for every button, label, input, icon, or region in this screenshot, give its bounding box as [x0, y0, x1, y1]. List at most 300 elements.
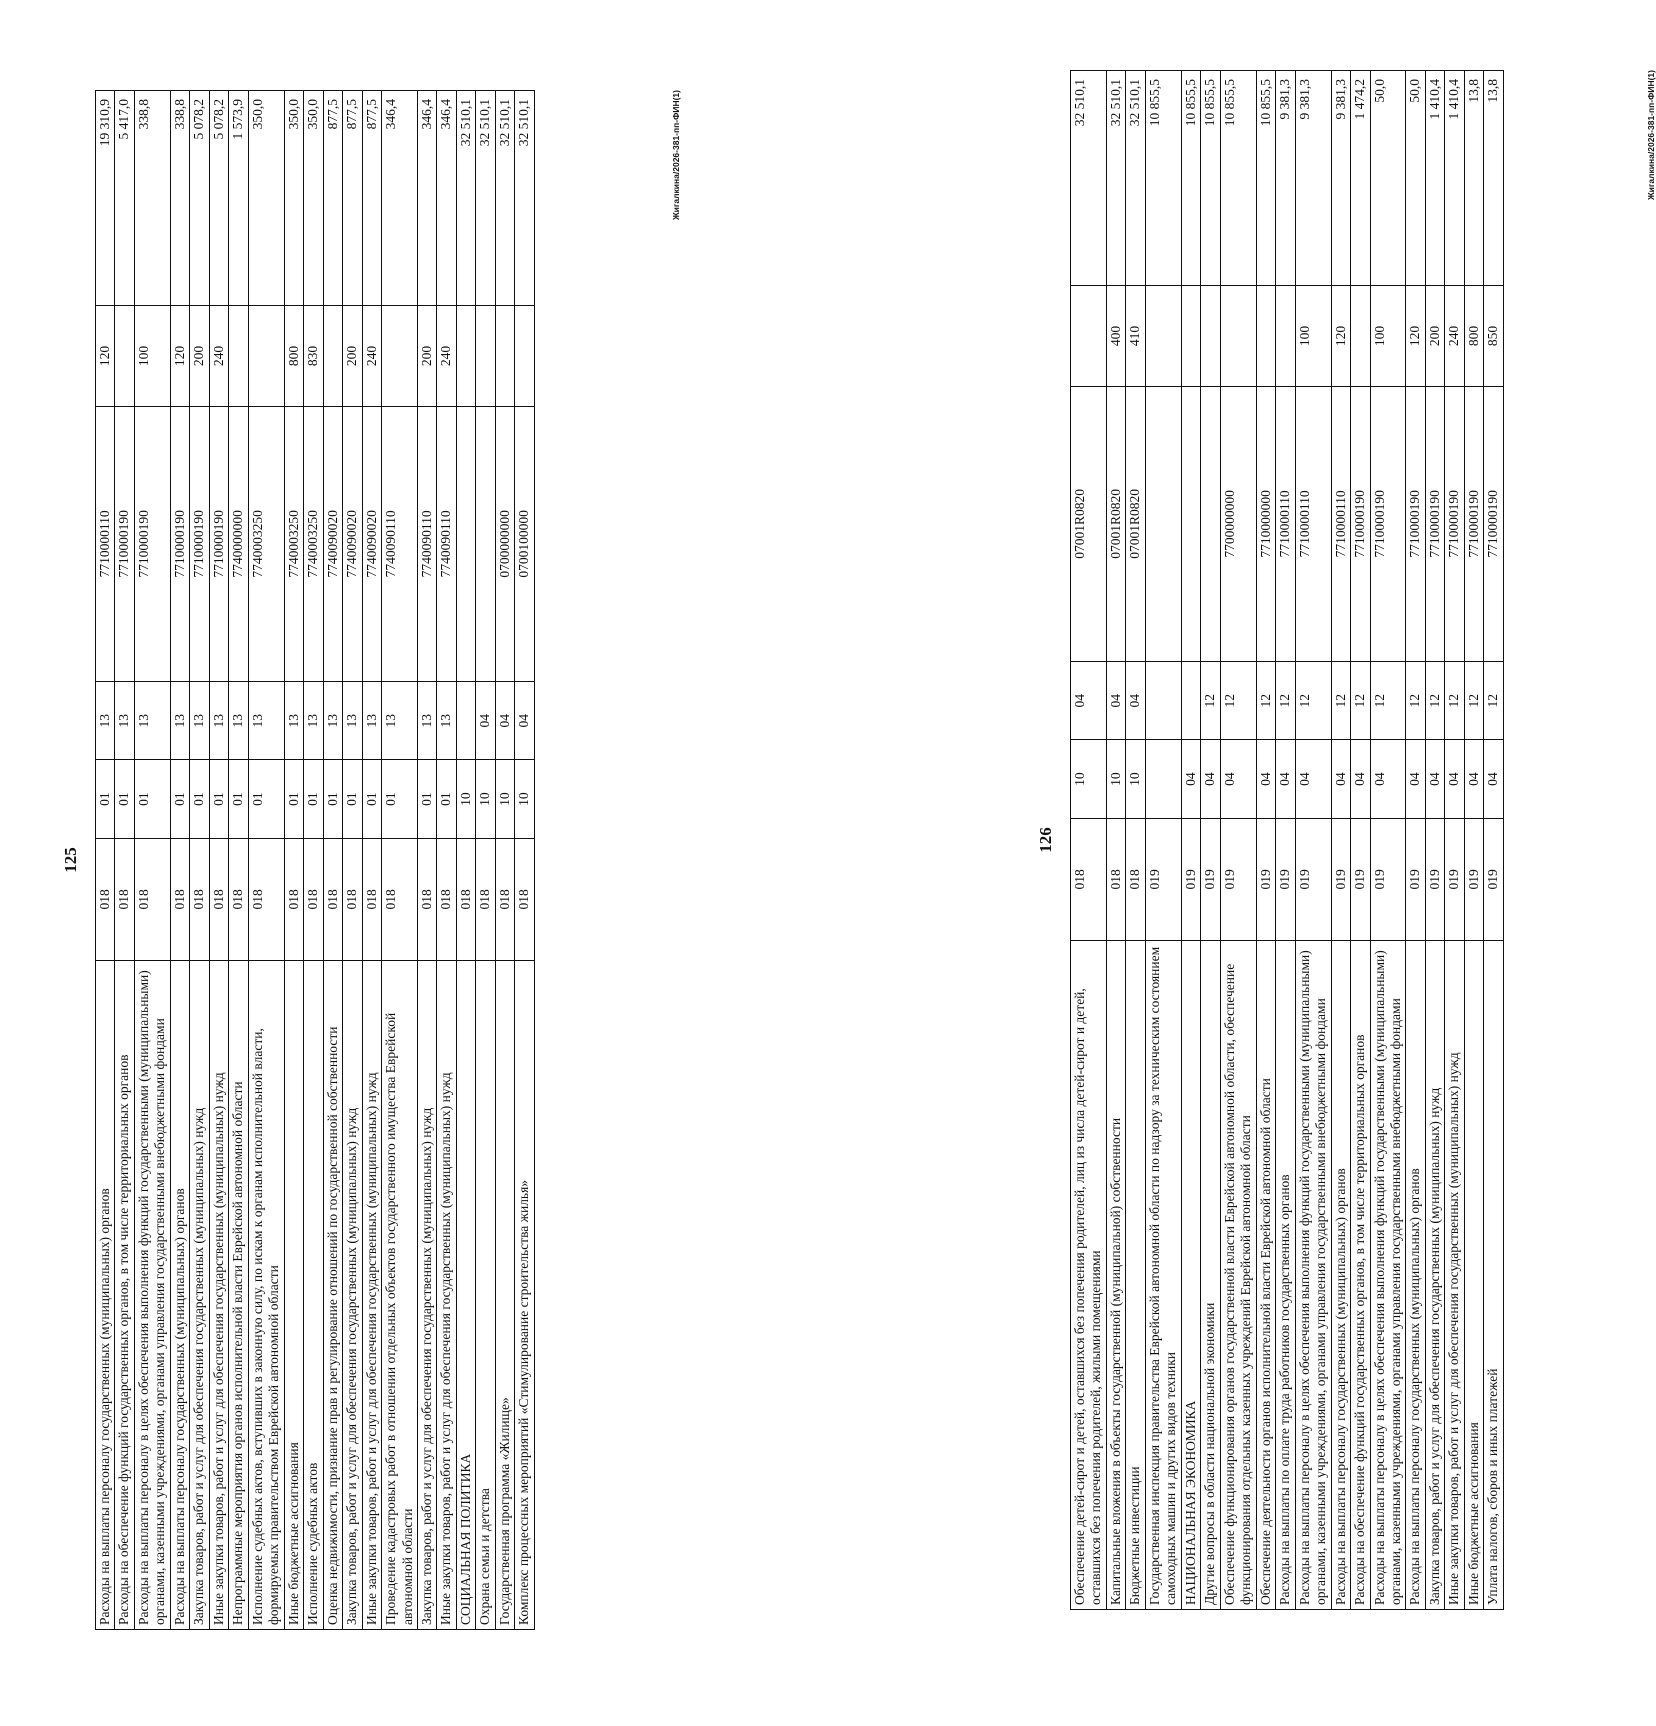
row-podrazdel-cell: 13 [362, 681, 381, 759]
row-razdel-cell: 10 [1126, 740, 1145, 818]
row-name-cell: Расходы на выплаты персоналу в целях обеспечения выполнения функций государственными (муниципальными) органами, казенными учреждениями, органами управления государственными внебюджетными фондами [1370, 940, 1406, 1609]
row-podrazdel-cell: 12 [1425, 661, 1444, 739]
table-row [1145, 71, 1181, 1610]
row-vr-cell [456, 306, 475, 406]
table-row [134, 91, 170, 1630]
table-row [495, 91, 514, 1630]
row-csr-cell: 7740090020 [323, 406, 342, 681]
row-csr-cell: 7740090020 [343, 406, 362, 681]
row-razdel-cell: 04 [1181, 740, 1200, 818]
row-razdel-cell: 01 [170, 760, 189, 838]
row-vr-cell: 240 [1445, 286, 1464, 386]
row-vr-cell [229, 306, 248, 406]
table-row [1351, 71, 1370, 1610]
row-podrazdel-cell: 13 [115, 681, 134, 759]
row-podrazdel-cell: 04 [1106, 661, 1125, 739]
row-glava-cell: 018 [323, 838, 342, 960]
row-name-cell: СОЦИАЛЬНАЯ ПОЛИТИКА [456, 960, 475, 1629]
row-sum-cell: 5 078,2 [190, 91, 209, 306]
row-vr-cell: 200 [343, 306, 362, 406]
row-razdel-cell: 01 [248, 760, 284, 838]
row-razdel-cell: 10 [456, 760, 475, 838]
row-razdel-cell: 01 [362, 760, 381, 838]
row-podrazdel-cell: 13 [229, 681, 248, 759]
row-razdel-cell: 04 [1220, 740, 1256, 818]
row-csr-cell: 07001R0820 [1126, 386, 1145, 661]
row-name-cell: Исполнение судебных актов, вступивших в законную силу, по искам к органам исполнительной власти, формируемых правительством Еврейской автономной области [248, 960, 284, 1629]
row-glava-cell: 019 [1406, 818, 1425, 940]
row-podrazdel-cell: 13 [323, 681, 342, 759]
row-vr-cell [248, 306, 284, 406]
row-glava-cell: 019 [1256, 818, 1275, 940]
row-sum-cell: 5 417,0 [115, 91, 134, 306]
row-podrazdel-cell: 13 [284, 681, 303, 759]
row-glava-cell: 019 [1276, 818, 1295, 940]
row-csr-cell: 0700000000 [495, 406, 514, 681]
row-name-cell: Закупка товаров, работ и услуг для обеспечения государственных (муниципальных) нужд [1425, 940, 1444, 1609]
row-podrazdel-cell: 13 [209, 681, 228, 759]
row-podrazdel-cell: 13 [190, 681, 209, 759]
row-vr-cell: 120 [170, 306, 189, 406]
row-csr-cell: 7740003250 [284, 406, 303, 681]
row-razdel-cell: 04 [1445, 740, 1464, 818]
row-glava-cell: 018 [304, 838, 323, 960]
row-vr-cell [495, 306, 514, 406]
row-vr-cell: 200 [190, 306, 209, 406]
row-csr-cell: 7740090110 [417, 406, 436, 681]
row-sum-cell: 346,4 [437, 91, 456, 306]
page-number: 126 [1036, 827, 1055, 853]
row-sum-cell: 9 381,3 [1295, 71, 1331, 286]
row-razdel-cell: 01 [190, 760, 209, 838]
table-row [229, 91, 248, 1630]
row-name-cell: Другие вопросы в области национальной экономики [1201, 940, 1220, 1609]
row-razdel-cell: 01 [323, 760, 342, 838]
row-podrazdel-cell: 12 [1201, 661, 1220, 739]
row-vr-cell: 120 [1406, 286, 1425, 386]
row-glava-cell: 019 [1220, 818, 1256, 940]
row-podrazdel-cell: 12 [1445, 661, 1464, 739]
row-podrazdel-cell: 13 [382, 681, 418, 759]
row-podrazdel-cell: 13 [134, 681, 170, 759]
row-vr-cell: 120 [1331, 286, 1350, 386]
row-csr-cell: 7710000110 [1331, 386, 1350, 661]
row-vr-cell: 240 [209, 306, 228, 406]
row-csr-cell: 07001R0820 [1071, 386, 1107, 661]
row-podrazdel-cell: 12 [1351, 661, 1370, 739]
row-vr-cell: 410 [1126, 286, 1145, 386]
row-name-cell: Расходы на выплаты персоналу в целях обеспечения выполнения функций государственными (муниципальными) органами, казенными учреждениями, органами управления государственными внебюджетными фондами [1295, 940, 1331, 1609]
row-razdel-cell: 10 [1071, 740, 1107, 818]
row-glava-cell: 018 [115, 838, 134, 960]
row-name-cell: Расходы на выплаты по оплате труда работников государственных органов [1276, 940, 1295, 1609]
row-sum-cell: 350,0 [304, 91, 323, 306]
row-vr-cell [1145, 286, 1181, 386]
row-podrazdel-cell: 04 [1126, 661, 1145, 739]
row-sum-cell: 19 310,9 [96, 91, 115, 306]
table-row [1406, 71, 1425, 1610]
row-csr-cell: 7710000190 [1406, 386, 1425, 661]
row-name-cell: Закупка товаров, работ и услуг для обеспечения государственных (муниципальных) нужд [417, 960, 436, 1629]
row-razdel-cell: 04 [1370, 740, 1406, 818]
row-vr-cell [1276, 286, 1295, 386]
row-name-cell: Иные закупки товаров, работ и услуг для обеспечения государственных (муниципальных) нужд [1445, 940, 1464, 1609]
row-razdel-cell: 01 [115, 760, 134, 838]
table-row [1425, 71, 1444, 1610]
table-row [96, 91, 115, 1630]
row-glava-cell: 018 [1126, 818, 1145, 940]
row-razdel-cell: 04 [1425, 740, 1444, 818]
row-glava-cell: 018 [1106, 818, 1125, 940]
table-row [1276, 71, 1295, 1610]
row-podrazdel-cell: 12 [1331, 661, 1350, 739]
row-podrazdel-cell: 12 [1484, 661, 1503, 739]
row-sum-cell: 50,0 [1406, 71, 1425, 286]
table-row [1445, 71, 1464, 1610]
row-sum-cell: 350,0 [248, 91, 284, 306]
row-csr-cell: 7710000190 [1425, 386, 1444, 661]
row-podrazdel-cell: 12 [1220, 661, 1256, 739]
row-glava-cell: 019 [1370, 818, 1406, 940]
table-row [1201, 71, 1220, 1610]
document-footer: Жигалкина/2026-381-пп-ФИН(1) [1646, 70, 1656, 201]
row-name-cell: Капитальные вложения в объекты государственной (муниципальной) собственности [1106, 940, 1125, 1609]
row-sum-cell: 877,5 [343, 91, 362, 306]
row-sum-cell: 32 510,1 [1106, 71, 1125, 286]
row-name-cell: Бюджетные инвестиции [1126, 940, 1145, 1609]
row-sum-cell: 877,5 [362, 91, 381, 306]
row-csr-cell: 7710000190 [134, 406, 170, 681]
row-name-cell: Государственная программа «Жилище» [495, 960, 514, 1629]
row-sum-cell: 13,8 [1464, 71, 1483, 286]
row-razdel-cell: 01 [229, 760, 248, 838]
row-razdel-cell: 01 [304, 760, 323, 838]
row-name-cell: Расходы на обеспечение функций государственных органов, в том числе территориальных органов [1351, 940, 1370, 1609]
table-row [1295, 71, 1331, 1610]
row-vr-cell [476, 306, 495, 406]
row-sum-cell: 338,8 [170, 91, 189, 306]
row-razdel-cell: 04 [1484, 740, 1503, 818]
row-name-cell: Расходы на обеспечение функций государственных органов, в том числе территориальных органов [115, 960, 134, 1629]
row-vr-cell: 850 [1484, 286, 1503, 386]
row-podrazdel-cell: 13 [343, 681, 362, 759]
row-razdel-cell [1145, 740, 1181, 818]
row-name-cell: Комплекс процессных мероприятий «Стимулирование строительства жилья» [515, 960, 534, 1629]
table-row [1106, 71, 1125, 1610]
row-csr-cell: 7710000190 [1484, 386, 1503, 661]
budget-table [95, 90, 535, 1630]
row-glava-cell: 018 [515, 838, 534, 960]
row-glava-cell: 018 [96, 838, 115, 960]
row-vr-cell [115, 306, 134, 406]
row-sum-cell: 10 855,5 [1145, 71, 1181, 286]
row-razdel-cell: 04 [1201, 740, 1220, 818]
table-row [304, 91, 323, 1630]
row-glava-cell: 018 [209, 838, 228, 960]
row-sum-cell: 32 510,1 [456, 91, 475, 306]
table-row [362, 91, 381, 1630]
row-vr-cell: 120 [96, 306, 115, 406]
row-podrazdel-cell: 13 [248, 681, 284, 759]
row-glava-cell: 019 [1425, 818, 1444, 940]
row-name-cell: Государственная инспекция правительства Еврейской автономной области по надзору за техническим состоянием самоходных машин и других видов техники [1145, 940, 1181, 1609]
row-podrazdel-cell: 12 [1370, 661, 1406, 739]
row-sum-cell: 346,4 [417, 91, 436, 306]
row-name-cell: Обеспечение функционирования органов государственной власти Еврейской автономной области, обеспечение функционирования отдельных казенных учреждений Еврейской автономной области [1220, 940, 1256, 1609]
row-razdel-cell: 01 [134, 760, 170, 838]
row-vr-cell [1201, 286, 1220, 386]
table-row [343, 91, 362, 1630]
row-glava-cell: 019 [1331, 818, 1350, 940]
document-footer: Жигалкина/2026-381-пп-ФИН(1) [671, 90, 681, 221]
row-name-cell: Закупка товаров, работ и услуг для обеспечения государственных (муниципальных) нужд [343, 960, 362, 1629]
row-csr-cell: 7740003250 [304, 406, 323, 681]
row-sum-cell: 350,0 [284, 91, 303, 306]
row-name-cell: Иные бюджетные ассигнования [1464, 940, 1483, 1609]
row-sum-cell: 10 855,5 [1220, 71, 1256, 286]
row-name-cell: Расходы на выплаты персоналу государственных (муниципальных) органов [170, 960, 189, 1629]
budget-table [1070, 70, 1504, 1610]
row-csr-cell: 7710000190 [209, 406, 228, 681]
table-row [190, 91, 209, 1630]
row-razdel-cell: 04 [1331, 740, 1350, 818]
row-sum-cell: 32 510,1 [495, 91, 514, 306]
row-vr-cell [515, 306, 534, 406]
row-podrazdel-cell: 13 [96, 681, 115, 759]
row-vr-cell: 200 [1425, 286, 1444, 386]
row-sum-cell: 338,8 [134, 91, 170, 306]
row-sum-cell: 10 855,5 [1181, 71, 1200, 286]
row-csr-cell: 7700000000 [1220, 386, 1256, 661]
row-glava-cell: 018 [190, 838, 209, 960]
row-razdel-cell: 04 [1406, 740, 1425, 818]
row-podrazdel-cell: 04 [476, 681, 495, 759]
row-sum-cell: 32 510,1 [1071, 71, 1107, 286]
row-vr-cell: 800 [284, 306, 303, 406]
row-razdel-cell: 01 [437, 760, 456, 838]
row-glava-cell: 018 [1071, 818, 1107, 940]
row-vr-cell: 100 [134, 306, 170, 406]
row-glava-cell: 018 [229, 838, 248, 960]
row-vr-cell [1181, 286, 1200, 386]
row-csr-cell: 7740003250 [248, 406, 284, 681]
row-razdel-cell: 04 [1256, 740, 1275, 818]
row-csr-cell: 07001R0820 [1106, 386, 1125, 661]
row-sum-cell: 1 410,4 [1425, 71, 1444, 286]
row-csr-cell: 7710000110 [1295, 386, 1331, 661]
row-vr-cell [382, 306, 418, 406]
row-name-cell: Обеспечение деятельности органов исполнительной власти Еврейской автономной области [1256, 940, 1275, 1609]
row-glava-cell: 019 [1145, 818, 1181, 940]
table-row [1370, 71, 1406, 1610]
row-razdel-cell: 10 [476, 760, 495, 838]
row-glava-cell: 018 [248, 838, 284, 960]
row-razdel-cell: 04 [1351, 740, 1370, 818]
row-sum-cell: 1 410,4 [1445, 71, 1464, 286]
table-row [515, 91, 534, 1630]
table-row [284, 91, 303, 1630]
row-glava-cell: 018 [284, 838, 303, 960]
row-razdel-cell: 01 [343, 760, 362, 838]
row-sum-cell: 32 510,1 [1126, 71, 1145, 286]
row-razdel-cell: 01 [209, 760, 228, 838]
row-glava-cell: 019 [1484, 818, 1503, 940]
row-csr-cell [476, 406, 495, 681]
row-vr-cell: 100 [1370, 286, 1406, 386]
row-podrazdel-cell [1181, 661, 1200, 739]
row-sum-cell: 9 381,3 [1276, 71, 1295, 286]
row-podrazdel-cell: 13 [437, 681, 456, 759]
row-name-cell: Расходы на выплаты персоналу в целях обеспечения выполнения функций государственными (муниципальными) органами, казенными учреждениями, органами управления государственными внебюджетными фондами [134, 960, 170, 1629]
row-sum-cell: 10 855,5 [1256, 71, 1275, 286]
page-number: 125 [61, 847, 80, 873]
row-razdel-cell: 10 [495, 760, 514, 838]
row-name-cell: НАЦИОНАЛЬНАЯ ЭКОНОМИКА [1181, 940, 1200, 1609]
row-podrazdel-cell: 12 [1464, 661, 1483, 739]
row-vr-cell: 400 [1106, 286, 1125, 386]
row-name-cell: Исполнение судебных актов [304, 960, 323, 1629]
row-razdel-cell: 04 [1276, 740, 1295, 818]
row-csr-cell: 7710000190 [1370, 386, 1406, 661]
row-podrazdel-cell: 04 [495, 681, 514, 759]
row-name-cell: Охрана семьи и детства [476, 960, 495, 1629]
row-glava-cell: 018 [456, 838, 475, 960]
row-sum-cell: 1 573,9 [229, 91, 248, 306]
row-name-cell: Иные бюджетные ассигнования [284, 960, 303, 1629]
table-row [437, 91, 456, 1630]
budget-table-body [1071, 71, 1504, 1610]
row-name-cell: Иные закупки товаров, работ и услуг для обеспечения государственных (муниципальных) нужд [362, 960, 381, 1629]
row-csr-cell: 7710000190 [190, 406, 209, 681]
row-name-cell: Расходы на выплаты персоналу государственных (муниципальных) органов [1331, 940, 1350, 1609]
table-row [417, 91, 436, 1630]
row-podrazdel-cell: 13 [417, 681, 436, 759]
table-row [1126, 71, 1145, 1610]
row-glava-cell: 019 [1295, 818, 1331, 940]
table-row [1256, 71, 1275, 1610]
row-sum-cell: 346,4 [382, 91, 418, 306]
row-glava-cell: 019 [1201, 818, 1220, 940]
row-razdel-cell: 10 [1106, 740, 1125, 818]
row-csr-cell: 7710000190 [1464, 386, 1483, 661]
row-glava-cell: 018 [134, 838, 170, 960]
row-name-cell: Уплата налогов, сборов и иных платежей [1484, 940, 1503, 1609]
row-vr-cell [323, 306, 342, 406]
row-podrazdel-cell: 12 [1276, 661, 1295, 739]
row-sum-cell: 10 855,5 [1201, 71, 1220, 286]
table-row [209, 91, 228, 1630]
row-podrazdel-cell: 13 [304, 681, 323, 759]
row-glava-cell: 019 [1445, 818, 1464, 940]
row-sum-cell: 32 510,1 [476, 91, 495, 306]
row-csr-cell: 7710000110 [96, 406, 115, 681]
row-csr-cell: 7710000190 [115, 406, 134, 681]
row-name-cell: Непрограммные мероприятия органов исполнительной власти Еврейской автономной области [229, 960, 248, 1629]
row-glava-cell: 018 [417, 838, 436, 960]
row-name-cell: Расходы на выплаты персоналу государственных (муниципальных) органов [96, 960, 115, 1629]
row-sum-cell: 50,0 [1370, 71, 1406, 286]
row-vr-cell: 830 [304, 306, 323, 406]
row-razdel-cell: 01 [96, 760, 115, 838]
row-csr-cell: 7710000110 [1276, 386, 1295, 661]
row-podrazdel-cell: 12 [1295, 661, 1331, 739]
row-razdel-cell: 04 [1464, 740, 1483, 818]
row-name-cell: Закупка товаров, работ и услуг для обеспечения государственных (муниципальных) нужд [190, 960, 209, 1629]
row-sum-cell: 5 078,2 [209, 91, 228, 306]
row-glava-cell: 018 [170, 838, 189, 960]
row-sum-cell: 32 510,1 [515, 91, 534, 306]
row-csr-cell: 7740000000 [229, 406, 248, 681]
budget-table-body [96, 91, 535, 1630]
row-glava-cell: 018 [495, 838, 514, 960]
row-csr-cell [1145, 386, 1181, 661]
row-podrazdel-cell [1145, 661, 1181, 739]
row-csr-cell: 7740090110 [382, 406, 418, 681]
row-podrazdel-cell: 04 [515, 681, 534, 759]
row-vr-cell: 100 [1295, 286, 1331, 386]
row-csr-cell: 0700100000 [515, 406, 534, 681]
row-vr-cell [1071, 286, 1107, 386]
row-name-cell: Оценка недвижимости, признание прав и регулирование отношений по государственной собственности [323, 960, 342, 1629]
row-razdel-cell: 10 [515, 760, 534, 838]
row-razdel-cell: 04 [1295, 740, 1331, 818]
row-glava-cell: 019 [1464, 818, 1483, 940]
row-podrazdel-cell: 13 [170, 681, 189, 759]
row-csr-cell: 7710000000 [1256, 386, 1275, 661]
row-vr-cell [1220, 286, 1256, 386]
row-csr-cell [456, 406, 475, 681]
row-podrazdel-cell: 12 [1406, 661, 1425, 739]
row-vr-cell: 240 [437, 306, 456, 406]
row-csr-cell: 7740090020 [362, 406, 381, 681]
table-row [323, 91, 342, 1630]
row-csr-cell: 7710000190 [170, 406, 189, 681]
row-vr-cell: 200 [417, 306, 436, 406]
row-csr-cell: 7740090110 [437, 406, 456, 681]
table-row [1464, 71, 1483, 1610]
row-glava-cell: 018 [437, 838, 456, 960]
row-csr-cell: 7710000190 [1351, 386, 1370, 661]
row-name-cell: Обеспечение детей-сирот и детей, оставшихся без попечения родителей, лиц из числа детей-сирот и детей, оставшихся без попечения родителей, жилыми помещениями [1071, 940, 1107, 1609]
row-name-cell: Иные закупки товаров, работ и услуг для обеспечения государственных (муниципальных) нужд [437, 960, 456, 1629]
table-row [248, 91, 284, 1630]
table-row [1331, 71, 1350, 1610]
row-glava-cell: 018 [343, 838, 362, 960]
row-csr-cell: 7710000190 [1445, 386, 1464, 661]
row-glava-cell: 019 [1181, 818, 1200, 940]
table-row [115, 91, 134, 1630]
row-glava-cell: 019 [1351, 818, 1370, 940]
row-csr-cell [1201, 386, 1220, 661]
page-125 [61, 90, 681, 1630]
row-podrazdel-cell: 12 [1256, 661, 1275, 739]
table-row [382, 91, 418, 1630]
row-csr-cell [1181, 386, 1200, 661]
table-row [1484, 71, 1503, 1610]
table-row [1071, 71, 1107, 1610]
row-sum-cell: 1 474,2 [1351, 71, 1370, 286]
row-glava-cell: 018 [362, 838, 381, 960]
row-sum-cell: 877,5 [323, 91, 342, 306]
row-name-cell: Проведение кадастровых работ в отношении отдельных объектов государственного имущества Еврейской автономной области [382, 960, 418, 1629]
row-sum-cell: 9 381,3 [1331, 71, 1350, 286]
row-sum-cell: 13,8 [1484, 71, 1503, 286]
row-razdel-cell: 01 [382, 760, 418, 838]
row-glava-cell: 018 [476, 838, 495, 960]
row-vr-cell: 240 [362, 306, 381, 406]
row-razdel-cell: 01 [417, 760, 436, 838]
row-vr-cell [1351, 286, 1370, 386]
